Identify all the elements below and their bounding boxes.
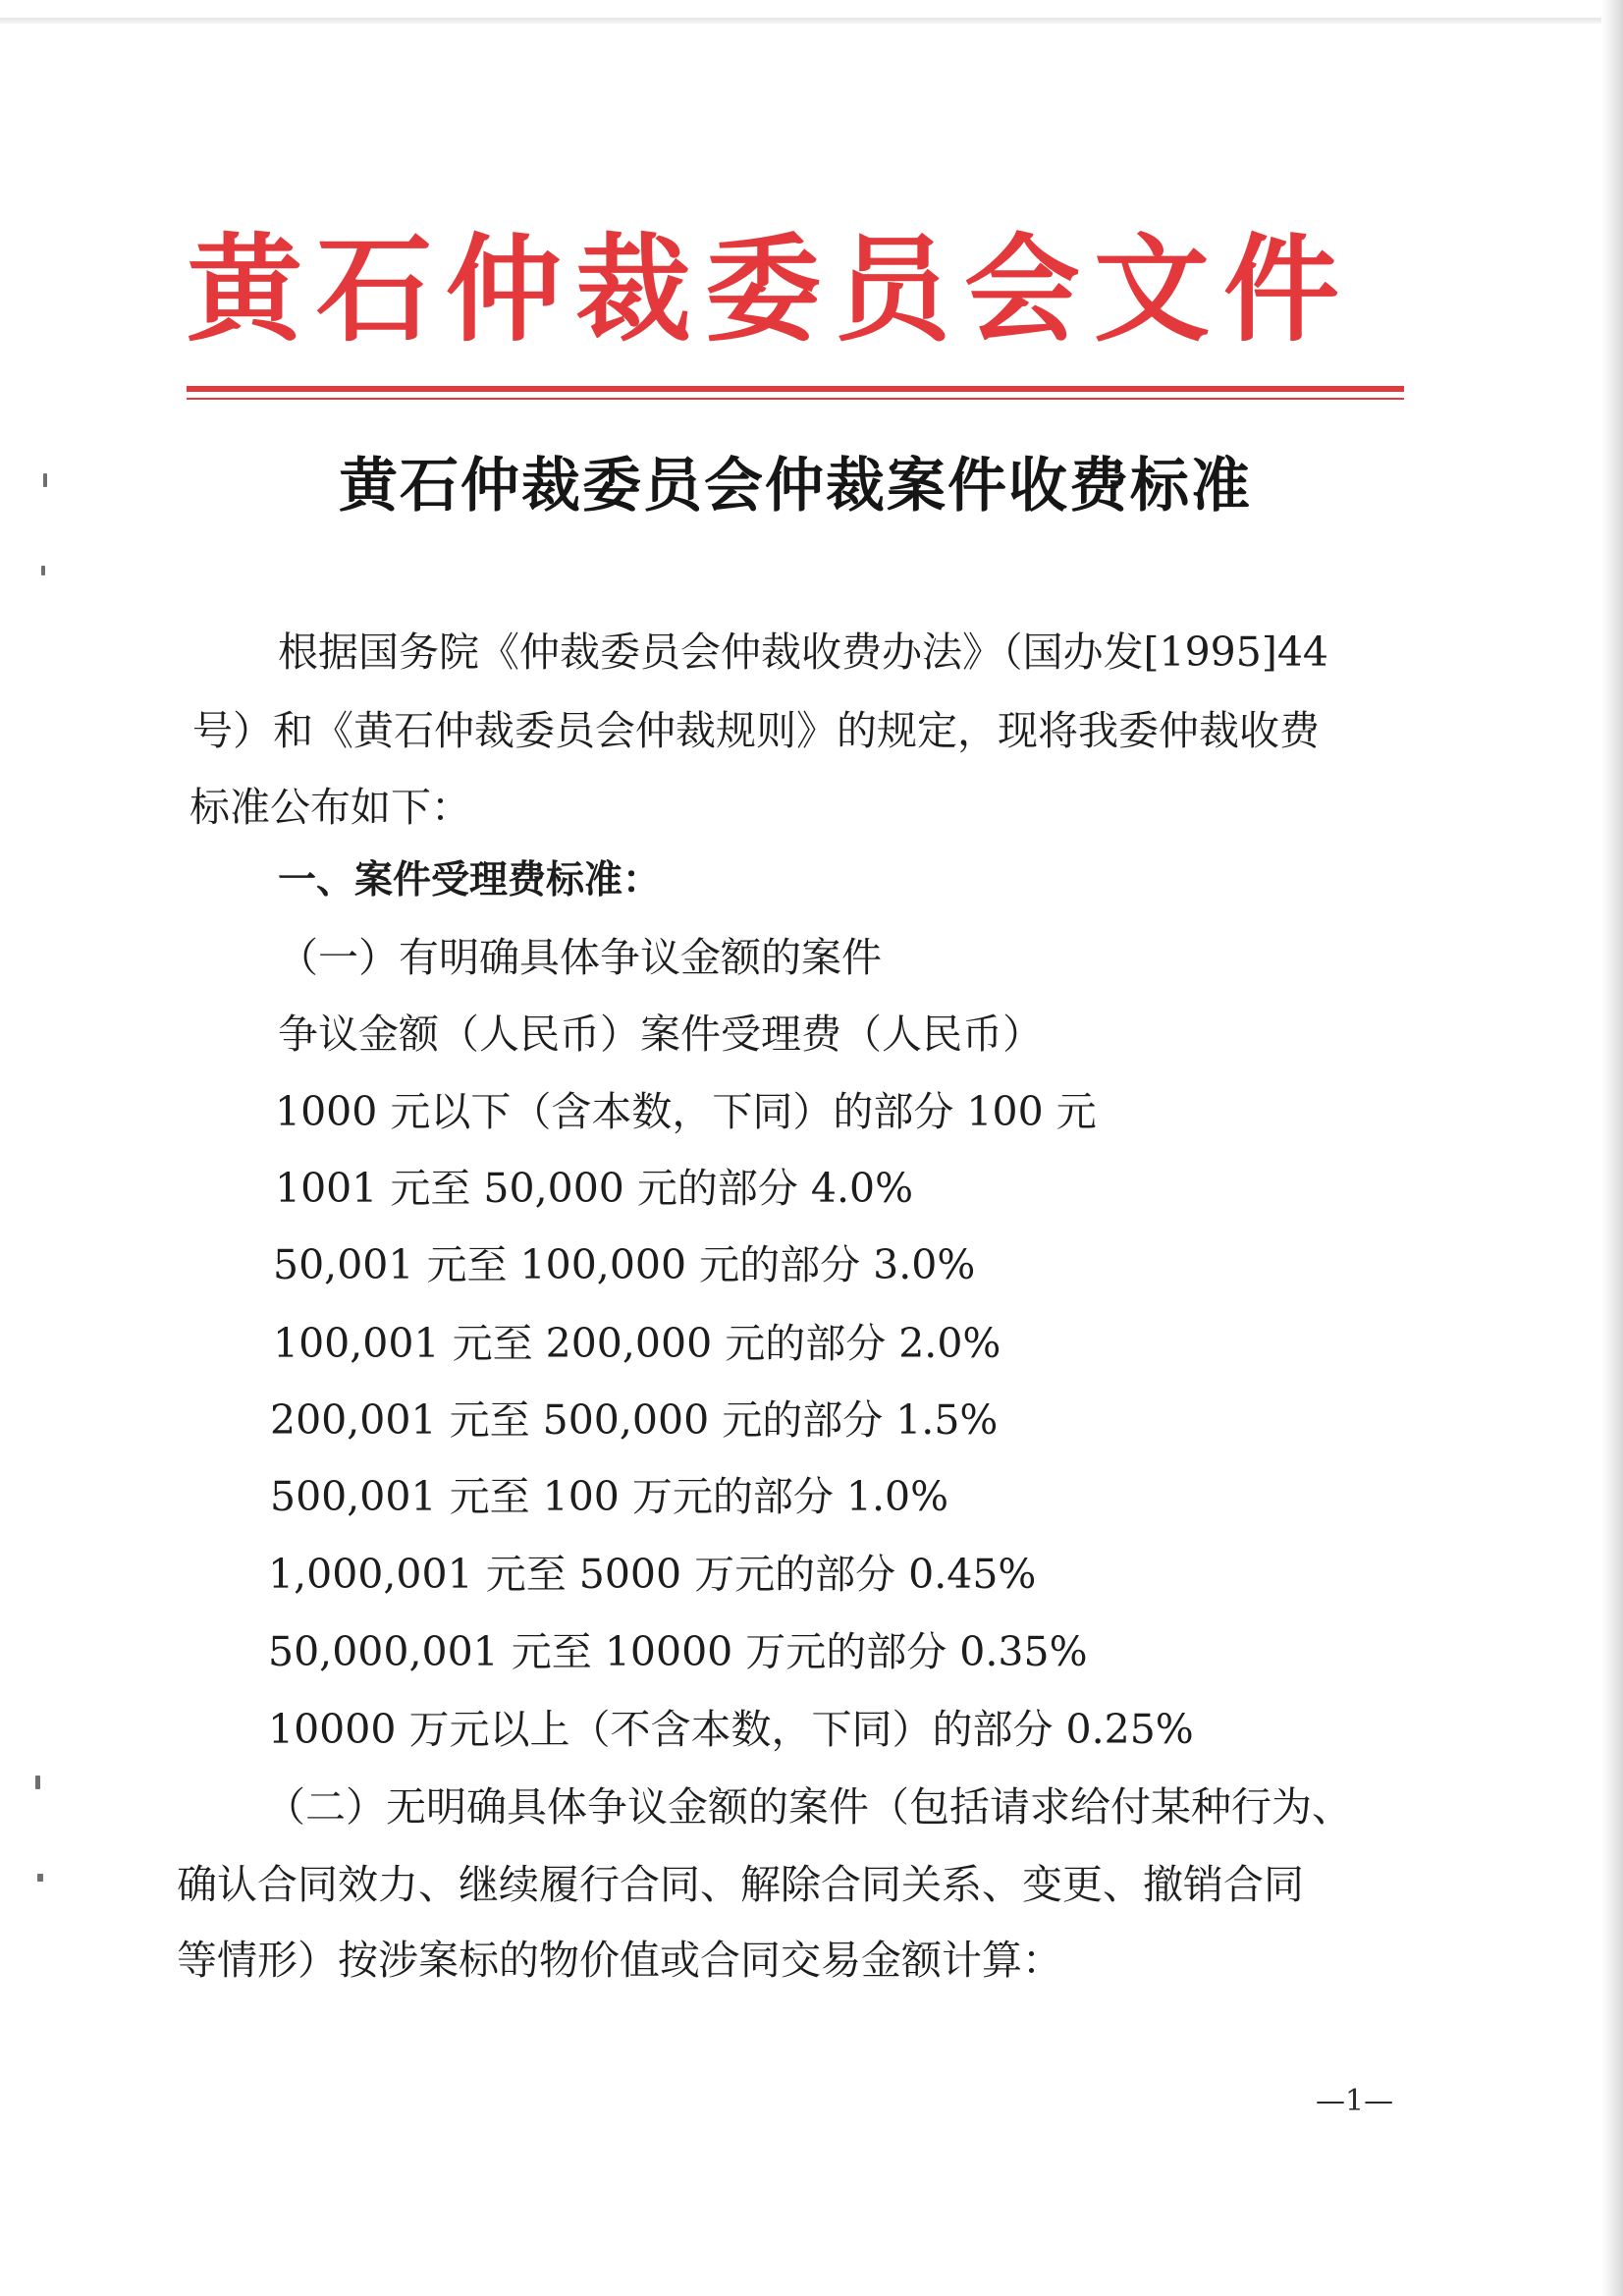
subsection-line: 确认合同效力、继续履行合同、解除合同关系、变更、撤销合同	[177, 1861, 1304, 1908]
scan-speck	[43, 473, 47, 487]
scan-speck	[35, 1776, 40, 1789]
header-rule-thick	[187, 386, 1404, 392]
scan-edge-top	[0, 18, 1623, 24]
intro-line: 号）和《黄石仲裁委员会仲裁规则》的规定，现将我委仲裁收费	[192, 707, 1320, 754]
subsection-line: 等情形）按涉案标的物价值或合同交易金额计算：	[177, 1937, 1062, 1984]
subsection-line: （二）无明确具体争议金额的案件（包括请求给付某种行为、	[265, 1783, 1352, 1831]
fee-row: 1000 元以下（含本数，下同）的部分 100 元	[275, 1088, 1097, 1135]
fee-row: 1001 元至 50,000 元的部分 4.0%	[275, 1165, 914, 1212]
scan-speck	[37, 1874, 43, 1882]
intro-line: 根据国务院《仲裁委员会仲裁收费办法》（国办发[1995]44	[278, 629, 1329, 676]
subsection-heading: （一）有明确具体争议金额的案件	[278, 934, 882, 981]
fee-row: 50,001 元至 100,000 元的部分 3.0%	[273, 1241, 976, 1288]
scan-edge-right	[1601, 0, 1623, 2296]
fee-row: 10000 万元以上（不含本数，下同）的部分 0.25%	[268, 1706, 1194, 1753]
fee-table-header: 争议金额（人民币）案件受理费（人民币）	[278, 1011, 1043, 1058]
fee-row: 200,001 元至 500,000 元的部分 1.5%	[270, 1396, 999, 1444]
fee-row: 100,001 元至 200,000 元的部分 2.0%	[273, 1320, 1001, 1367]
fee-row: 1,000,001 元至 5000 万元的部分 0.45%	[268, 1551, 1037, 1598]
fee-row: 500,001 元至 100 万元的部分 1.0%	[270, 1473, 949, 1520]
page-number: —1—	[1316, 2084, 1394, 2118]
scan-speck	[41, 566, 45, 575]
document-title: 黄石仲裁委员会仲裁案件收费标准	[339, 452, 1252, 520]
document-header-title: 黄石仲裁委员会文件	[187, 222, 1354, 357]
header-rule-thin	[187, 398, 1404, 400]
section-heading: 一、案件受理费标准：	[278, 858, 662, 902]
intro-line: 标准公布如下：	[189, 784, 471, 831]
fee-row: 50,000,001 元至 10000 万元的部分 0.35%	[268, 1628, 1088, 1675]
